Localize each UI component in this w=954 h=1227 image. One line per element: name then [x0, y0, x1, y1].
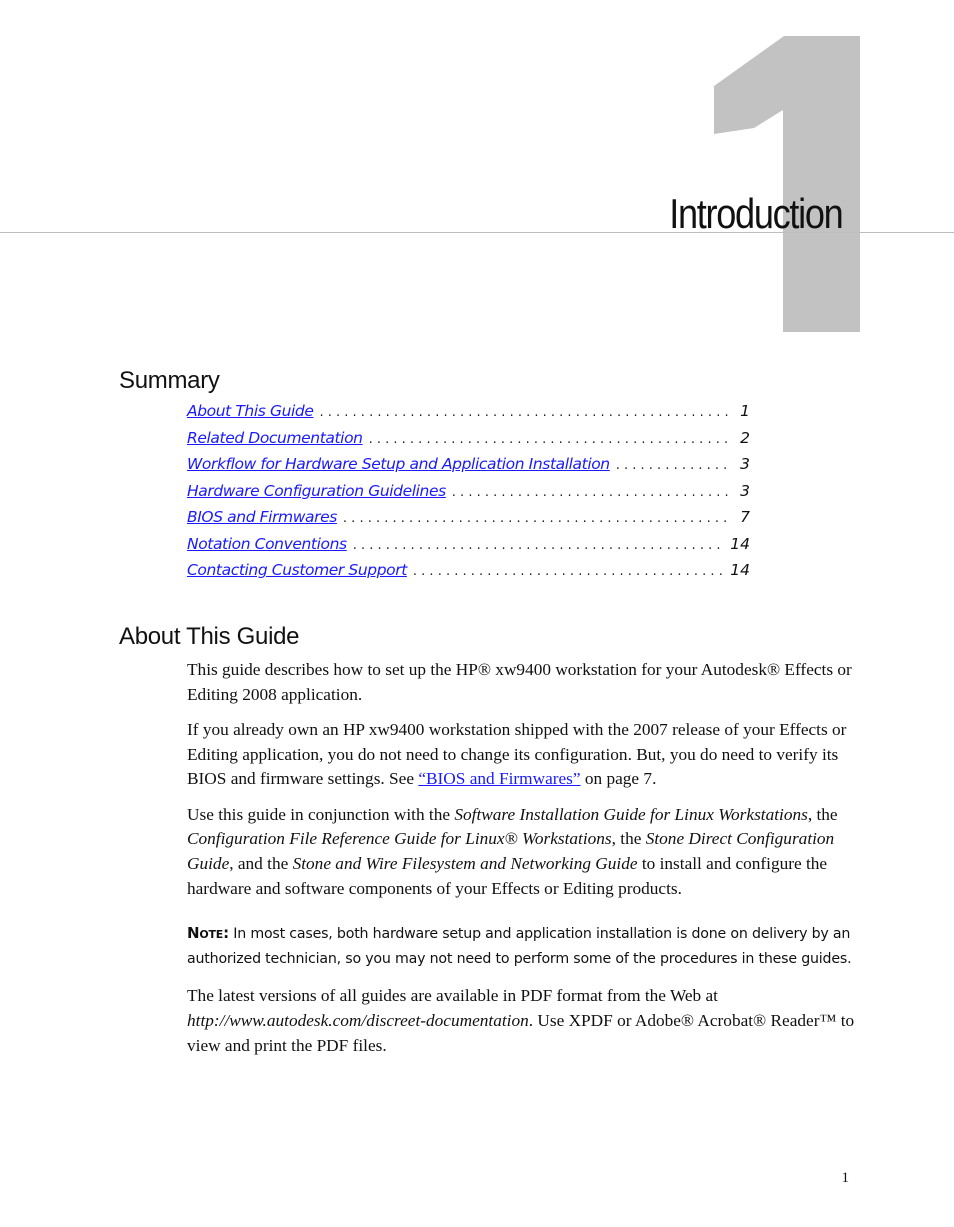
toc-entry-page: 3: [740, 455, 750, 473]
toc-leader-dots: [343, 511, 730, 526]
toc-entry: [187, 429, 750, 456]
toc-entry: [187, 402, 750, 429]
toc-entry: [187, 561, 750, 588]
toc-leader-dots: [319, 405, 730, 420]
chapter-number-glyph: [714, 36, 860, 332]
about-heading: About This Guide: [119, 623, 300, 650]
paragraph-pdf-availability: The latest versions of all guides are available in PDF format from the Web at http://www.autodesk.com/discreet-documentation. Use XPDF or Adobe® Acrobat® Reader™ to view and print the PDF files.: [187, 986, 855, 1055]
toc-entry-link[interactable]: Workflow for Hardware Setup and Application Installation: [187, 455, 610, 473]
documentation-url: http://www.autodesk.com/discreet-documentation: [187, 1011, 529, 1031]
about-body: [187, 658, 855, 1069]
toc-entry-page: 1: [740, 402, 750, 420]
toc-entry-link[interactable]: Contacting Customer Support: [187, 561, 407, 579]
paragraph-related-guides: Use this guide in conjunction with the Software Installation Guide for Linux Workstations, the Configuration File Reference Guide for Linux® Workstations, the Stone Direct Configuration Guide, and the Stone and Wire Filesystem and Networking Guide to install and configure the hardware and software components of your Effects or Editing products.: [187, 804, 838, 898]
toc-entry-page: 14: [730, 561, 750, 579]
note: [187, 921, 855, 971]
toc-entry: [187, 455, 750, 482]
note-label: Note:: [187, 924, 229, 943]
toc-entry-link[interactable]: Notation Conventions: [187, 534, 347, 553]
summary-toc: [187, 402, 750, 588]
toc-leader-dots: [616, 458, 730, 473]
bios-firmwares-link[interactable]: “BIOS and Firmwares”: [418, 769, 581, 789]
summary-heading: Summary: [119, 367, 220, 394]
toc-entry: [187, 482, 750, 509]
toc-leader-dots: [369, 432, 730, 447]
toc-entry-page: 7: [740, 508, 750, 526]
toc-entry: [187, 508, 750, 535]
toc-entry-link[interactable]: About This Guide: [187, 402, 314, 420]
toc-leader-dots: [452, 485, 730, 500]
toc-leader-dots: [413, 564, 724, 579]
chapter-number-graphic: [710, 36, 860, 332]
footer-page-number: 1: [841, 1170, 849, 1186]
toc-entry-link[interactable]: Hardware Configuration Guidelines: [187, 481, 446, 500]
toc-entry-link[interactable]: Related Documentation: [187, 428, 363, 447]
toc-entry-page: 14: [730, 534, 750, 553]
chapter-title: Introduction: [668, 190, 842, 237]
note-text: In most cases, both hardware setup and application installation is done on delivery by an authorized technician, so you may not need to perform some of the procedures in these guides.: [187, 926, 852, 967]
paragraph-intro: This guide describes how to set up the HP® xw9400 workstation for your Autodesk® Effects or Editing 2008 application.: [187, 660, 852, 704]
toc-leader-dots: [353, 538, 725, 553]
toc-entry-page: 3: [740, 481, 750, 500]
toc-entry: [187, 535, 750, 562]
toc-entry-page: 2: [740, 428, 750, 447]
toc-entry-link[interactable]: BIOS and Firmwares: [187, 508, 337, 526]
paragraph-existing-workstation: If you already own an HP xw9400 workstation shipped with the 2007 release of your Effects or Editing application, you do not need to change its configuration. But, you do need to verify its BIOS and firmware settings. See “BIOS and Firmwares” on page 7.: [187, 719, 847, 789]
